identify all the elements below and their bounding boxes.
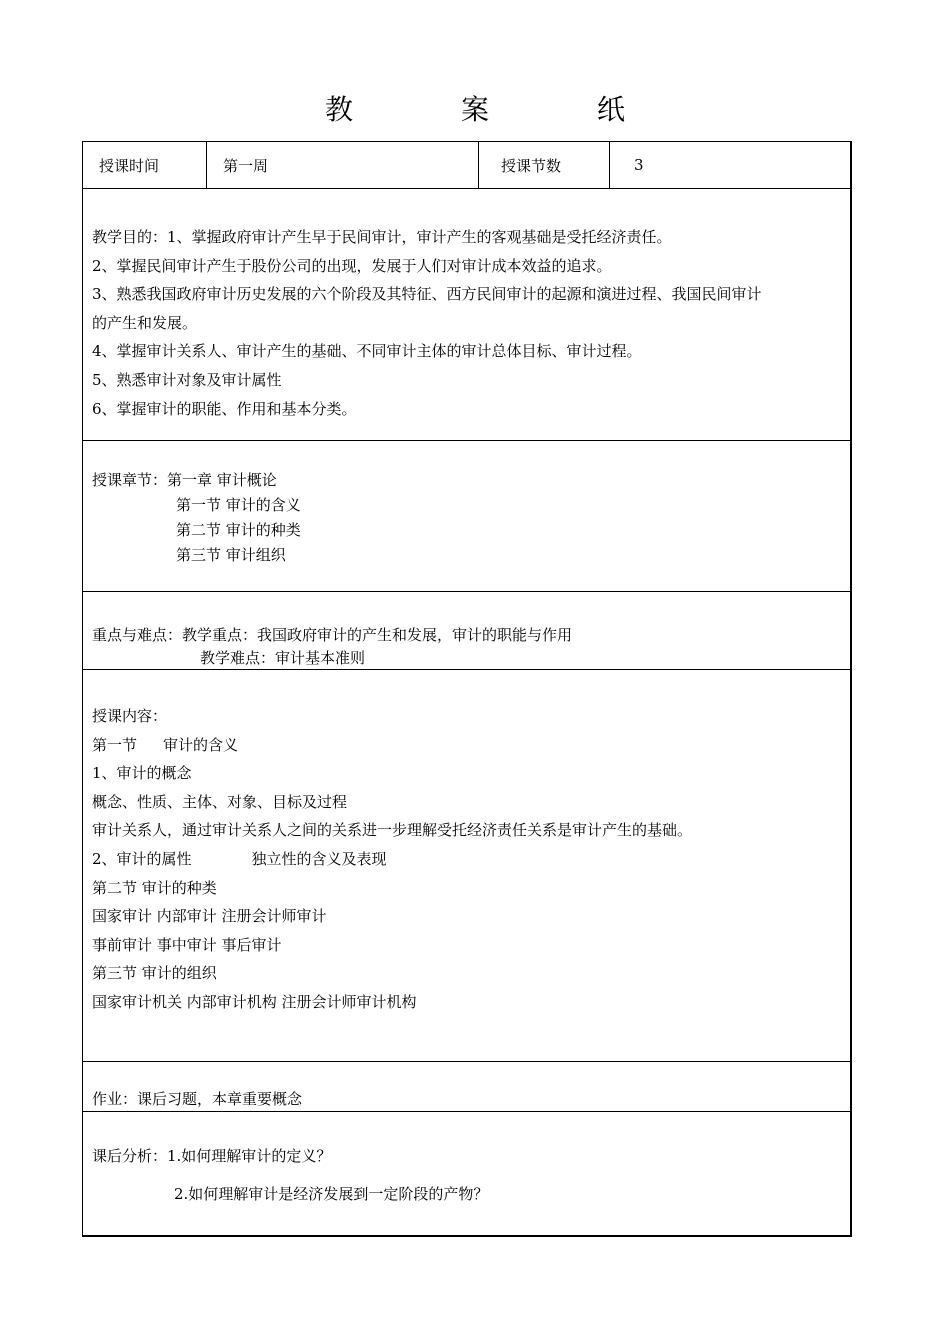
teaching-focus: 重点与难点：教学重点：我国政府审计的产生和发展，审计的职能与作用 (92, 626, 573, 644)
chapter-title: 授课章节：第一章 审计概论 (92, 471, 277, 489)
content-line: 国家审计机关 内部审计机构 注册会计师审计机构 (92, 992, 417, 1011)
objectives-section (83, 189, 850, 441)
content-line (92, 845, 840, 874)
homework-section (83, 1062, 850, 1112)
hours-label: 授课节数 (479, 142, 610, 188)
homework-text: 作业：课后习题，本章重要概念 (92, 1090, 303, 1108)
lesson-plan-table (82, 141, 852, 1237)
keypoints-section (83, 592, 850, 670)
objective-line: 5、熟悉审计对象及审计属性 (92, 370, 282, 389)
chapter-section-item: 第三节 审计组织 (176, 546, 286, 564)
chapter-section (83, 441, 850, 592)
content-line: 事前审计 事中审计 事后审计 (92, 935, 282, 954)
teaching-difficulty: 教学难点：审计基本准则 (200, 649, 366, 667)
objective-line: 2、掌握民间审计产生于股份公司的出现，发展于人们对审计成本效益的追求。 (92, 256, 612, 275)
attribute-title: 2、审计的属性 (92, 849, 192, 868)
objective-line: 6、掌握审计的职能、作用和基本分类。 (92, 399, 357, 418)
time-label: 授课时间 (83, 142, 207, 188)
content-line (92, 731, 840, 760)
chapter-section-item: 第二节 审计的种类 (176, 521, 301, 539)
content-heading: 授课内容： (92, 707, 168, 725)
objective-line: 的产生和发展。 (92, 313, 198, 332)
objective-line: 教学目的：1、掌握政府审计产生早于民间审计，审计产生的客观基础是受托经济责任。 (92, 228, 672, 246)
objective-line: 3、熟悉我国政府审计历史发展的六个阶段及其特征、西方民间审计的起源和演进过程、我国民间审计 (92, 285, 762, 304)
analysis-section (83, 1112, 850, 1235)
section-number: 第一节 (92, 735, 138, 754)
objective-line: 4、掌握审计关系人、审计产生的基础、不同审计主体的审计总体目标、审计过程。 (92, 342, 642, 361)
content-line: 审计关系人，通过审计关系人之间的关系进一步理解受托经济责任关系是审计产生的基础。 (92, 821, 693, 840)
content-line: 国家审计 内部审计 注册会计师审计 (92, 907, 327, 926)
analysis-question: 2.如何理解审计是经济发展到一定阶段的产物？ (174, 1185, 489, 1203)
analysis-question: 课后分析：1.如何理解审计的定义？ (92, 1147, 332, 1165)
content-section (83, 670, 850, 1062)
page-title: 教 案 纸 (324, 93, 665, 126)
time-value: 第一周 (207, 142, 479, 188)
hours-value: 3 (634, 156, 644, 174)
header-row (83, 142, 850, 189)
content-line: 第三节 审计的组织 (92, 964, 217, 983)
attribute-detail: 独立性的含义及表现 (251, 849, 387, 868)
section-title: 审计的含义 (163, 735, 239, 754)
chapter-section-item: 第一节 审计的含义 (176, 496, 301, 514)
content-line: 概念、性质、主体、对象、目标及过程 (92, 792, 348, 811)
content-line: 第二节 审计的种类 (92, 878, 217, 897)
content-line: 1、审计的概念 (92, 764, 192, 783)
